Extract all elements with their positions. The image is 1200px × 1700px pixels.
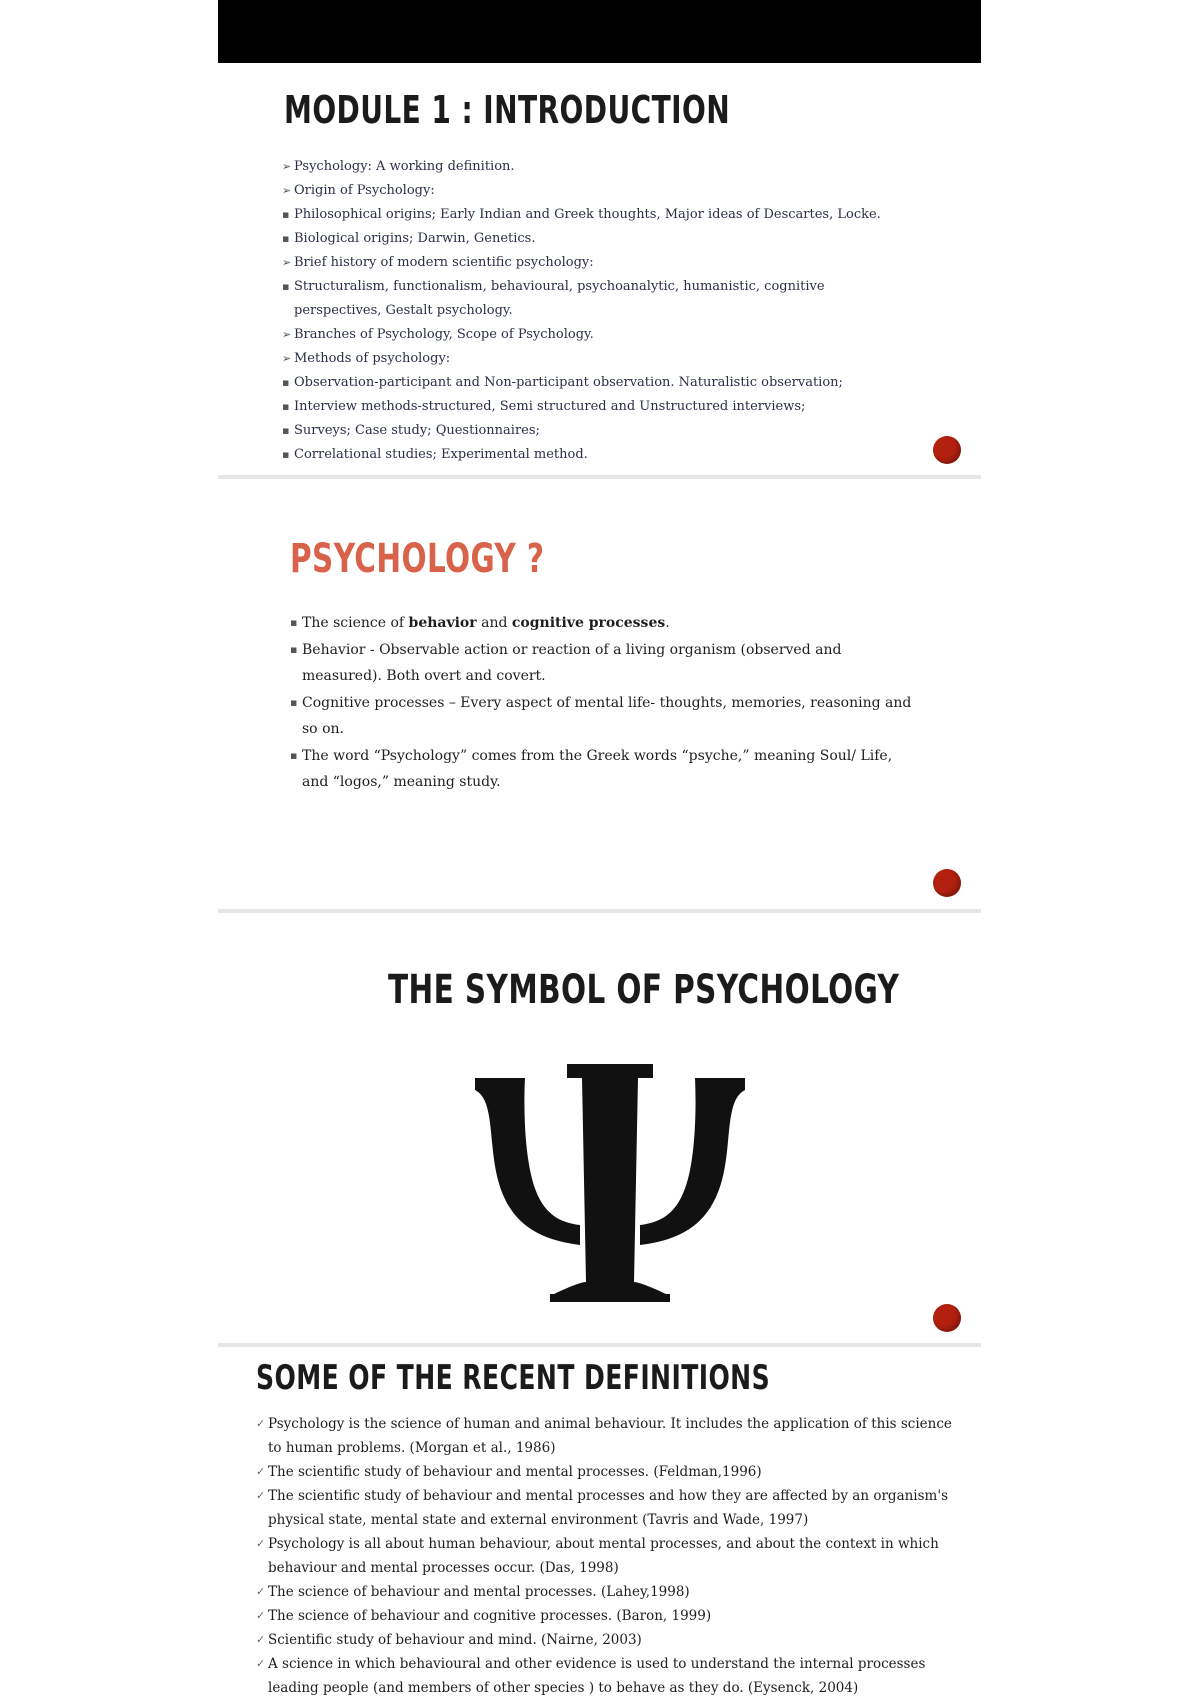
list-item: ▪ The science of behavior and cognitive processes.	[290, 615, 670, 631]
list-item: ▪ Observation-participant and Non-participant observation. Naturalistic observation;	[282, 375, 843, 390]
list-item: ➢ Methods of psychology:	[282, 351, 451, 366]
top-black-bar	[218, 0, 981, 63]
list-item: ✓ Psychology is the science of human and animal behaviour. It includes the application of this science to human problems. (Morgan et al., 1986)	[256, 1416, 952, 1456]
module-outline-list	[282, 155, 932, 467]
slide-title: MODULE 1 : INTRODUCTION	[284, 88, 731, 132]
list-item: ▪ Biological origins; Darwin, Genetics.	[282, 231, 536, 246]
list-item: ▪ Behavior - Observable action or reaction of a living organism (observed and measured). Both overt and covert.	[290, 641, 842, 684]
definitions-list	[256, 1412, 956, 1700]
list-item: ➢ Psychology: A working definition.	[282, 159, 515, 174]
list-item: ✓ Psychology is all about human behaviour, about mental processes, and about the context in which behaviour and mental processes occur. (Das, 1998)	[256, 1536, 939, 1576]
slide-title: PSYCHOLOGY ?	[290, 536, 545, 582]
list-item: ✓ The scientific study of behaviour and mental processes and how they are affected by an organism's physical state, mental state and external environment (Tavris and Wade, 1997)	[256, 1488, 948, 1528]
list-item: ▪ Interview methods-structured, Semi structured and Unstructured interviews;	[282, 399, 806, 414]
slide-divider	[218, 909, 981, 913]
psychology-bullets	[290, 610, 920, 796]
list-item: ▪ Surveys; Case study; Questionnaires;	[282, 423, 540, 438]
slide-title: THE SYMBOL OF PSYCHOLOGY	[388, 967, 900, 1013]
slide-divider	[218, 1343, 981, 1347]
slide-divider	[218, 475, 981, 479]
list-item: ✓ Scientific study of behaviour and mind. (Nairne, 2003)	[256, 1632, 642, 1648]
list-item: ✓ The scientific study of behaviour and mental processes. (Feldman,1996)	[256, 1464, 762, 1480]
list-item: ➢ Brief history of modern scientific psychology:	[282, 255, 594, 270]
list-item: ➢ Origin of Psychology:	[282, 183, 435, 198]
slide-marker-dot	[933, 869, 961, 897]
slide-marker-dot	[933, 1304, 961, 1332]
list-item: ✓ The science of behaviour and mental processes. (Lahey,1998)	[256, 1584, 690, 1600]
list-item: ▪ Cognitive processes – Every aspect of mental life- thoughts, memories, reasoning and so on.	[290, 694, 912, 737]
list-item: ▪ The word “Psychology” comes from the Greek words “psyche,” meaning Soul/ Life, and “logos,” meaning study.	[290, 747, 893, 790]
list-item: ➢ Branches of Psychology, Scope of Psychology.	[282, 327, 594, 342]
list-item: ✓ A science in which behavioural and other evidence is used to understand the internal processes leading people (and members of other species ) to behave as they do. (Eysenck, 2004)	[256, 1656, 926, 1696]
slide-marker-dot	[933, 436, 961, 464]
list-item: ✓ The science of behaviour and cognitive processes. (Baron, 1999)	[256, 1608, 712, 1624]
list-item: ▪ Philosophical origins; Early Indian and Greek thoughts, Major ideas of Descartes, Locke.	[282, 207, 881, 222]
list-item: ▪ Structuralism, functionalism, behavioural, psychoanalytic, humanistic, cognitive perspectives, Gestalt psychology.	[282, 279, 825, 318]
slide-title: SOME OF THE RECENT DEFINITIONS	[256, 1358, 771, 1398]
psi-symbol-icon	[470, 1060, 750, 1320]
list-item: ▪ Correlational studies; Experimental method.	[282, 447, 588, 462]
